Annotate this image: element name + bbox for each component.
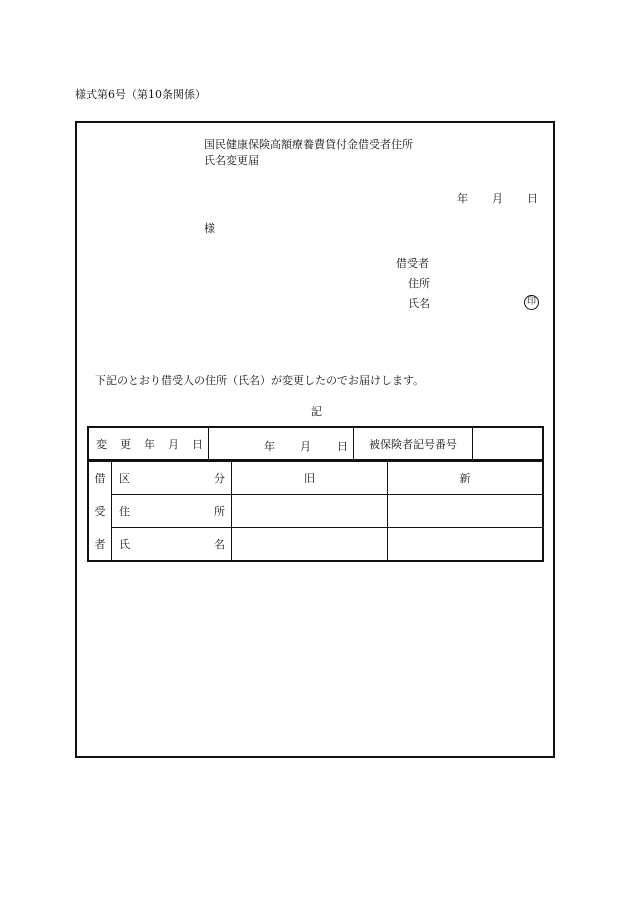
date-day-label: 日 [527, 192, 538, 205]
change-date-char: 更 [120, 437, 131, 451]
applicant-address-label: 住所 [408, 277, 430, 290]
row-label-category [112, 461, 232, 494]
label-right: 名 [214, 538, 225, 552]
applicant-name-label: 氏名 [408, 297, 430, 310]
new-header: 新 [388, 461, 544, 494]
borrower-side-label [88, 461, 112, 561]
new-address-field[interactable] [388, 494, 544, 527]
change-date-value[interactable] [209, 427, 354, 460]
addressee-suffix: 様 [204, 222, 215, 235]
statement-text: 下記のとおり借受人の住所（氏名）が変更したのでお届けします。 [95, 374, 425, 387]
applicant-label: 借受者 [396, 257, 429, 270]
change-details-table [87, 460, 544, 562]
label-right: 分 [214, 471, 225, 485]
date-month-label: 月 [492, 192, 503, 205]
label-left: 氏 [119, 538, 130, 552]
old-address-field[interactable] [232, 494, 388, 527]
seal-mark [524, 294, 539, 310]
old-name-field[interactable] [232, 528, 388, 561]
change-date-label [88, 427, 209, 460]
change-date-char: 年 [144, 437, 155, 451]
insured-number-label: 被保険者記号番号 [354, 427, 473, 460]
change-date-year: 年 [264, 439, 275, 453]
form-frame [75, 121, 555, 758]
form-title-line2: 氏名変更届 [204, 154, 259, 167]
seal-circle: 印 [524, 295, 539, 310]
side-char: 受 [94, 504, 106, 518]
row-label-name [112, 528, 232, 561]
side-char: 者 [94, 537, 106, 551]
new-name-field[interactable] [388, 528, 544, 561]
label-left: 住 [119, 504, 130, 518]
ki-heading: 記 [311, 405, 322, 418]
date-year-label: 年 [457, 192, 468, 205]
label-left: 区 [119, 471, 130, 485]
label-right: 所 [214, 504, 225, 518]
change-date-day: 日 [337, 439, 348, 453]
insured-number-value[interactable] [473, 427, 544, 460]
form-title-line1: 国民健康保険高額療養費貸付金借受者住所 [204, 138, 413, 151]
form-number: 様式第6号（第10条関係） [75, 88, 206, 101]
change-date-char: 月 [168, 437, 179, 451]
side-char: 借 [94, 472, 106, 486]
old-header: 旧 [232, 461, 388, 494]
change-date-table [87, 426, 544, 460]
row-label-address [112, 494, 232, 527]
change-date-char: 変 [96, 437, 107, 451]
change-date-month: 月 [300, 439, 311, 453]
change-date-char: 日 [192, 437, 203, 451]
